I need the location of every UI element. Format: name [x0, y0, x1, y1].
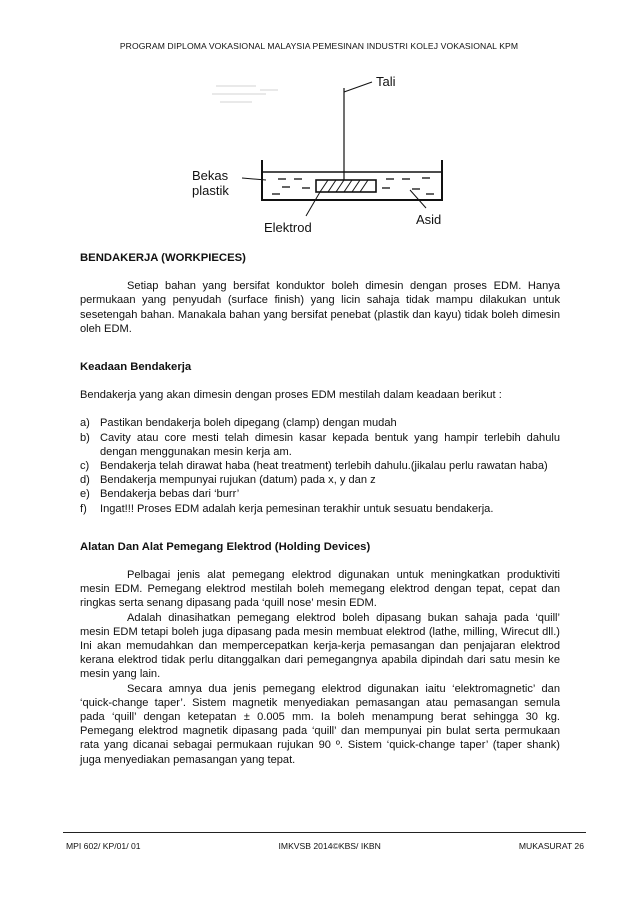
section-heading-alatan: Alatan Dan Alat Pemegang Elektrod (Holding Devices) — [80, 540, 371, 553]
list-item: b) Cavity atau core mesti telah dimesin kasar kepada bentuk yang hampir terlebih dahulu dengan menggunakan mesin kerja am. — [80, 431, 560, 458]
paragraph-alatan-2: Adalah dinasihatkan pemegang elektrod boleh dipasang bukan sahaja pada ‘quill’ mesin EDM tetapi boleh juga dipasang pada mesin membuat elektrod (lathe, milling, Wirecut dll.) Ini akan memudahkan dan mempercepatkan kerja-kerja pemasangan dan penjajaran elektrod kerana elektrod tidak perlu ditanggalkan dari pemegangnya apabila dipindah dari satu mesin ke mesin yang lain. — [80, 611, 560, 681]
list-item: a) Pastikan bendakerja boleh dipegang (clamp) dengan mudah — [80, 417, 397, 430]
paragraph-keadaan-intro: Bendakerja yang akan dimesin dengan proses EDM mestilah dalam keadaan berikut : — [80, 389, 502, 402]
section-heading-keadaan: Keadaan Bendakerja — [80, 361, 192, 374]
list-item: d) Bendakerja mempunyai rujukan (datum) pada x, y dan z — [80, 474, 376, 487]
paragraph-alatan-1: Pelbagai jenis alat pemegang elektrod digunakan untuk meningkatkan produktiviti mesin EDM. Pemegang elektrod mestilah boleh memegang elektrod dengan tepat, cepat dan ringkas serta senang dipasang pada ‘quill nose’ mesin EDM. — [80, 569, 560, 610]
edm-diagram — [186, 68, 456, 240]
footer-doc-code: MPI 602/ KP/01/ 01 — [66, 841, 141, 851]
leader-elektrod — [306, 192, 320, 216]
label-asid: Asid — [416, 212, 442, 227]
paragraph-bendakerja: Setiap bahan yang bersifat konduktor boleh dimesin dengan proses EDM. Hanya permukaan yang penyudah (surface finish) yang licin sahaja tidak mampu dilakukan untuk sesetengah bahan. Manakala bahan yang bersifat penebat (plastik dan kayu) tidak boleh dimesin oleh EDM. — [80, 280, 560, 335]
footer-copyright: IMKVSB 2014©KBS/ IKBN — [278, 841, 381, 851]
scan-noise — [212, 86, 278, 102]
list-item: f) Ingat!!! Proses EDM adalah kerja pemesinan terakhir untuk sesuatu bendakerja. — [80, 502, 494, 515]
footer-page-number: MUKASURAT 26 — [518, 841, 584, 851]
footer-divider — [63, 832, 586, 833]
keadaan-list — [80, 416, 560, 515]
label-bekas-line2: plastik — [192, 183, 229, 198]
label-tali: Tali — [376, 74, 396, 89]
list-item: e) Bendakerja bebas dari ‘burr’ — [80, 488, 240, 501]
label-bekas-line1: Bekas — [192, 168, 229, 183]
page-header: PROGRAM DIPLOMA VOKASIONAL MALAYSIA PEMESINAN INDUSTRI KOLEJ VOKASIONAL KPM — [119, 41, 519, 51]
page-content — [80, 251, 560, 767]
paragraph-alatan-3: Secara amnya dua jenis pemegang elektrod digunakan iaitu ‘elektromagnetic’ dan ‘quick-change taper’. Sistem magnetik menyediakan pemasangan atau pemasangan semula pada ‘quill’ dengan ketepatan ± 0.005 mm. Ia boleh menampung berat sehingga 30 kg. Pemegang elektrod magnetik dipasang pada ‘quill’ dan mempunyai pin bulat serta permukaan rata yang dicanai sebagai permukaan rujukan 90 º. Sistem ‘quick-change taper’ (taper shank) juga menyediakan pemasangan yang tepat. — [80, 682, 560, 766]
section-heading-bendakerja: BENDAKERJA (WORKPIECES) — [80, 252, 246, 264]
list-item: c) Bendakerja telah dirawat haba (heat treatment) terlebih dahulu.(jikalau perlu rawatan haba) — [80, 460, 548, 473]
page-footer — [66, 841, 584, 851]
leader-tali — [344, 82, 372, 92]
label-elektrod: Elektrod — [264, 220, 312, 235]
